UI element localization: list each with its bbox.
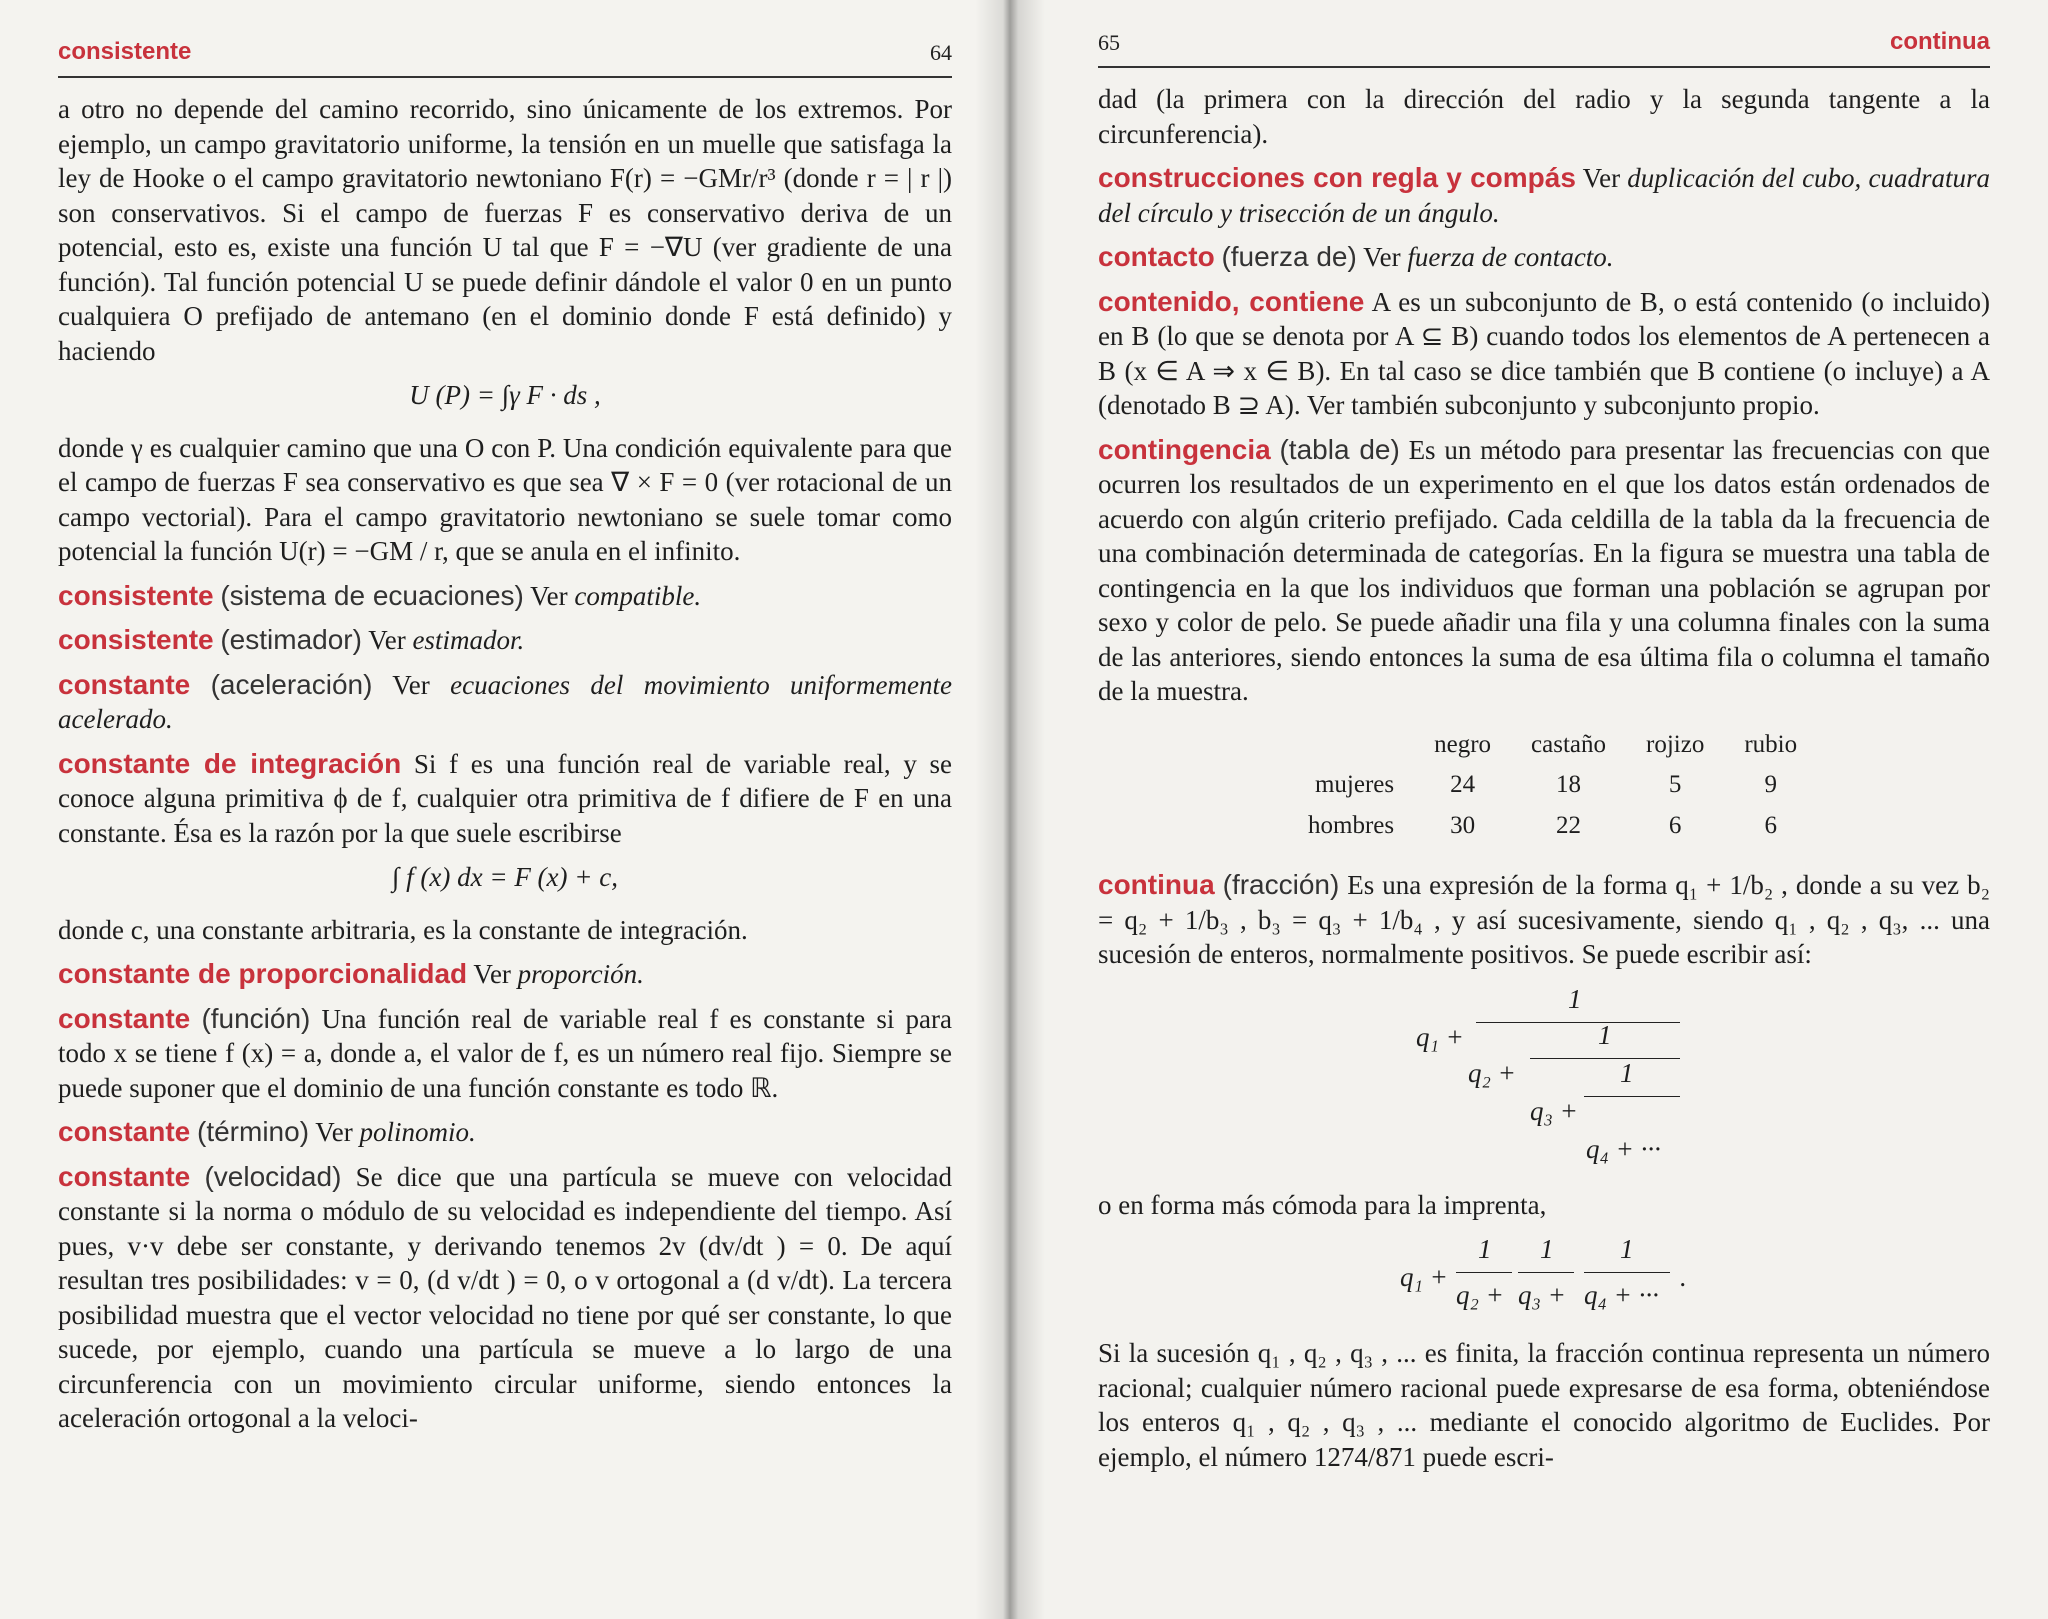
paragraph: Si la sucesión q₁ , q₂ , q₃ , ... es finita, la fracción continua representa un número racional; cualquier número racional puede expresarse de esa forma, obteniéndose los enteros q₁ , q₂ , q₃ , ... mediante el conocido algoritmo de Euclides. Por ejemplo, el número 1274/871 puede escri- [1098,1338,1990,1472]
entry-body: Ver [1575,163,1628,193]
paragraph: donde γ es cualquier camino que una O con P. Una condición equivalente para que el campo de fuerzas F sea conservativo es que sea ∇ × F = 0 (ver rotacional de un campo vectorial). Para el campo gravitatorio newtoniano se suele tomar como potencial la función U(r) = −GM / r, que se anula en el infinito. [58,432,952,566]
right-body [1098,82,1990,1474]
entry-constante-funcion [58,1002,952,1106]
entry-body: Se dice que una partícula se mueve con velocidad constante si la norma o módulo de su velocidad es independiente del tiempo. Así pues, v·v debe ser constante, y derivando tenemos 2v (dv/dt ) = 0. De aquí resultan tres posibilidades: v = 0, (d v/dt ) = 0, o v ortogonal a (d v/dt). La tercera posibilidad muestra que el vector velocidad no tiene por qué ser constante, lo que sucede, por ejemplo, cuando una partícula se mueve a lo largo de una circunferencia con un movimiento circular uniforme, siendo entonces la aceleración ortogonal a la veloci- [58,1161,952,1433]
cf-term-q4: q₄ + ··· [1586,1133,1661,1164]
entry-constante-integracion [58,747,952,851]
entry-qualifier: (estimador) [220,624,362,655]
cf-term-q1: q₁ + [1416,1021,1464,1052]
table-cell: 22 [1556,811,1582,839]
cf-denominator-q4: q₄ + ··· [1584,1280,1659,1310]
cf-numerator: 1 [1568,983,1582,1014]
entry-construcciones [1098,161,1990,230]
fraction-bar [1476,1022,1680,1023]
entry-qualifier: (velocidad) [204,1160,342,1192]
entry-qualifier: (fracción) [1222,869,1340,900]
entry-body: Ver [372,669,451,700]
cf-numerator: 1 [1540,1234,1554,1264]
row-label: mujeres [1314,771,1395,798]
entry-constante-velocidad [58,1160,952,1436]
entry-term: construcciones con regla y compás [1098,162,1576,193]
entry-body: Si f es una función real de variable real, y se conoce alguna primitiva ϕ de f, cualquier otra primitiva de f difiere de F en una constante. Ésa es la razón por la que suele escribirse [58,748,952,848]
entry-body: Es una expresión de la forma q₁ + 1/b₂ , donde a su vez b₂ = q₂ + 1/b₃ , b₃ = q₃ + 1/b₄ , y así sucesivamente, siendo q₁ , q₂ , q₃, ... una sucesión de enteros, normalmente positivos. Se puede escribir así: [1098,870,1990,969]
entry-term: constante [58,668,191,700]
entry-term: contenido, contiene [1098,285,1365,317]
entry-body: A es un subconjunto de B, o está contenido (o incluido) en B (lo que se denota por A ⊆ B) cuando todos los elementos de A pertenecen a B (x ∈ A ⇒ x ∈ B). En tal caso se dice también que B contiene (o incluye) a A (denotado B ⊇ A). Ver también subconjunto y subconjunto propio. [1098,286,1990,420]
entry-body: Es un método para presentar las frecuencias con que ocurren los resultados de un experimento en el que los datos están ordenados de acuerdo con algún criterio prefijado. Cada celdilla de la tabla da la frecuencia de una combinación determinada de categorías. En la figura se muestra una tabla de contingencia en la que los individuos que forman una población se agrupan por sexo y color de pelo. Se puede añadir una fila y una columna finales con la suma de las anteriores, siendo entonces la suma de esa última fila o columna el tamaño de la muestra. [1098,434,1990,706]
entry-body: Ver [309,1117,360,1147]
left-page-header [58,38,952,78]
cross-reference: estimador. [412,625,525,655]
table-cell: 24 [1450,771,1476,798]
table-row [1288,806,1817,847]
entry-body: Ver [361,625,413,655]
book-gutter-shadow [975,0,1045,1619]
entry-body: Ver [1356,242,1408,272]
table-header-row [1288,725,1817,766]
entry-term: constante [58,1160,191,1192]
entry-qualifier: (fuerza de) [1221,241,1357,272]
entry-term: contingencia [1098,433,1271,465]
formula-integral: ∫ f (x) dx = F (x) + c, [392,862,618,892]
paragraph: o en forma más cómoda para la imprenta, [1098,1189,1547,1220]
entry-constante-termino [58,1115,952,1150]
entry-consistente-sistema [58,579,952,614]
entry-body: Ver [523,580,575,611]
entry-contenido [1098,285,1990,423]
cf-denominator-q2: q₂ + [1456,1280,1504,1310]
table-row [1288,765,1817,806]
table-cell: 6 [1764,811,1777,839]
entry-term: contacto [1098,241,1215,272]
entry-body: Una función real de variable real f es constante si para todo x se tiene f (x) = a, donde a, el valor de f, es un número real fijo. Siempre se puede suponer que el dominio de una función constante es todo ℝ. [58,1003,953,1103]
formula-potential: U (P) = ∫γ F · ds , [409,380,601,410]
entry-qualifier: (aceleración) [210,668,373,700]
fraction-bar [1530,1058,1680,1059]
table-cell: 6 [1668,811,1682,839]
fraction-bar [1518,1272,1574,1273]
entry-contingencia [1098,433,1990,709]
contingency-table [1288,725,1817,847]
cf-numerator: 1 [1598,1019,1612,1050]
entry-term: constante de integración [58,747,402,779]
entry-constante-proporcionalidad [58,957,952,992]
entry-term: constante de proporcionalidad [58,958,468,989]
cf-numerator: 1 [1620,1234,1634,1264]
entry-contacto [1098,240,1990,275]
right-page-number: 65 [1098,30,1120,55]
cross-reference: ecuaciones del movimiento uniformemente acelerado. [58,669,953,734]
left-header-word: consistente [58,38,192,65]
entry-constante-aceleracion [58,668,952,737]
paragraph: donde c, una constante arbitraria, es la constante de integración. [58,914,748,945]
continued-fraction-inline [1098,1234,1990,1312]
entry-term: consistente [58,579,214,611]
entry-term: constante [58,1116,191,1147]
cf-term-q2: q₂ + [1468,1057,1516,1088]
row-label: hombres [1308,811,1395,839]
fraction-bar [1584,1096,1680,1097]
cf-period: . [1680,1262,1687,1292]
entry-body: Ver [467,959,518,989]
column-header: negro [1434,730,1492,758]
left-page [0,0,1010,1619]
paragraph: a otro no depende del camino recorrido, sino únicamente de los extremos. Por ejemplo, un campo gravitatorio uniforme, la tensión en un muelle que satisfaga la ley de Hooke o el campo gravitatorio newtoniano F(r) = −GMr/r³ (donde r = | r |) son conservativos. Si el campo de fuerzas F es conservativo deriva de un potencial, esto es, existe una función U tal que F = −∇U (ver gradiente de una función). Tal función potencial U se puede definir dándole el valor 0 en un punto cualquiera O prefijado de antemano (en el dominio donde F está definido) y haciendo [58,94,952,366]
cf-numerator: 1 [1620,1057,1634,1088]
entry-term: continua [1098,869,1215,900]
table-cell: 5 [1668,771,1682,798]
entry-qualifier: (sistema de ecuaciones) [220,579,524,611]
cf-numerator: 1 [1478,1234,1492,1264]
table-cell: 18 [1556,771,1582,798]
table-cell: 30 [1450,811,1476,839]
cf-term-q1: q₁ + [1400,1262,1448,1292]
cross-reference: duplicación del cubo, cuadratura del círculo y trisección de un ángulo. [1098,163,1990,228]
continued-fraction [1098,982,1990,1172]
entry-qualifier: (función) [201,1002,311,1034]
entry-term: consistente [58,624,214,655]
cf-denominator-q3: q₃ + [1518,1280,1566,1310]
cross-reference: proporción. [517,959,644,989]
fraction-bar [1584,1272,1670,1273]
cross-reference: compatible. [574,580,702,611]
left-body [58,92,952,1436]
column-header: rojizo [1646,730,1705,758]
right-page [1010,0,2048,1619]
column-header: castaño [1531,730,1606,758]
right-page-header [1098,28,1990,68]
right-header-word: continua [1890,28,1990,55]
entry-qualifier: (tabla de) [1279,433,1400,465]
cross-reference: polinomio. [359,1117,476,1147]
table-cell: 9 [1764,771,1777,798]
entry-qualifier: (término) [197,1116,310,1147]
paragraph: dad (la primera con la dirección del radio y la segunda tangente a la circunferencia). [1098,84,1990,149]
entry-continua [1098,868,1990,972]
cf-term-q3: q₃ + [1530,1095,1578,1126]
entry-consistente-estimador [58,623,952,658]
left-page-number: 64 [930,40,952,65]
fraction-bar [1456,1272,1512,1273]
entry-term: constante [58,1002,191,1034]
column-header: rubio [1744,730,1798,758]
cross-reference: fuerza de contacto. [1407,242,1614,272]
